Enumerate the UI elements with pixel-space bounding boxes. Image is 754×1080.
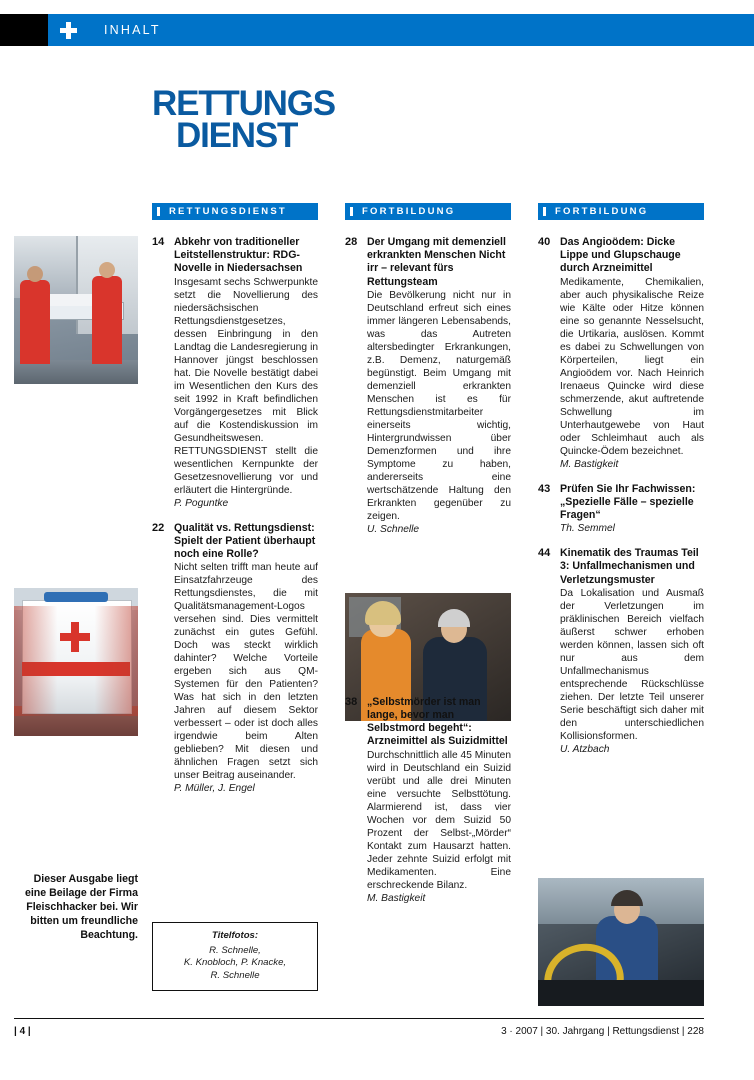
section-tick-icon (350, 207, 353, 216)
entry-body (560, 483, 704, 536)
masthead-line-1: RETTUNGS (152, 84, 335, 123)
entry-author: U. Schnelle (367, 523, 420, 535)
toc-column-1 (152, 236, 318, 807)
footer-issue-info: 3 · 2007 | 30. Jahrgang | Rettungsdienst | 228 (501, 1026, 704, 1037)
entry-text: Nicht selten trifft man heute auf Einsatzfahrzeuge des Rettungsdienstes, die mit Qualitätsmanagement-Logos versehen sind. Dies vermittelt zunächst ein gutes Gefühl. Doch was steckt wirklich dahinter? Welche Vorteile ergeben sich aus QM-Systemen für den Patienten? Was hat sich in den letzten Jahren auf diesem Sektor verbessert – oder ist doch alles irgendwie beim Alten geblieben? Mit diesen und ähnlichen Fragen setzt sich unser Beitrag auseinander. (174, 562, 318, 782)
photo1-medic-right (92, 276, 122, 364)
entry-body (367, 236, 511, 536)
toc-entry[interactable] (152, 236, 318, 510)
cover-photo-credits (152, 922, 318, 991)
cover-credits-line: K. Knobloch, P. Knacke, (183, 957, 287, 969)
masthead-line-2: DIENST (176, 116, 298, 155)
section-heading-label: FORTBILDUNG (555, 206, 649, 217)
masthead-logo (152, 84, 382, 156)
cover-credits-title: Titelfotos: (211, 930, 259, 941)
entry-text: Durchschnittlich alle 45 Minuten wird in Deutschland ein Suizid verübt und alle drei Minuten eine versuchte Selbsttötung. Alarmierend ist, dass vier Wochen vor dem Suizid 50 Prozent der Selbst-„Mörder“ Kontakt zum Hausarzt hatten. Jeder zehnte Suizid erfolgt mit Medikamenten. Eine erschreckende Bilanz. (367, 749, 511, 891)
entry-title: „Selbstmörder ist man lange, bevor man Selbstmord begeht“: Arzneimittel als Suizidmittel (367, 695, 508, 748)
section-heading-fortbildung-2 (538, 203, 704, 220)
entry-body (174, 522, 318, 796)
section-tick-icon (543, 207, 546, 216)
toc-entry[interactable] (152, 522, 318, 796)
entry-body (560, 547, 704, 756)
toc-entry[interactable] (538, 236, 704, 471)
entry-page-number: 22 (152, 521, 165, 534)
entry-author: M. Bastigkeit (560, 458, 619, 470)
entry-page-number: 28 (345, 236, 358, 248)
entry-text: Insgesamt sechs Schwerpunkte setzt die Novellierung des niedersächsischen Rettungsdienstgesetzes, dessen Einbringung in den Landtag die Landesregierung in Hannover jüngst beschlossen hat. Die Novelle bestätigt dabei im Wesentlichen den Kurs des seit 1992 in Kraft befindlichen Vorgängergesetzes mit Blick auf die Kostendiskussion im Gesundheitswesen. RETTUNGSDIENST stellt die wesentlichen Kernpunkte der Gesetzesnovellierung vor und erläutert die Hintergründe. (174, 276, 318, 496)
toc-entry[interactable] (538, 483, 704, 536)
entry-body (174, 236, 318, 510)
cover-credits-line: R. Schnelle, (209, 944, 261, 956)
entry-page-number: 14 (152, 236, 165, 248)
masthead-slash-mark (335, 120, 349, 150)
cross-icon (60, 22, 77, 39)
entry-author: M. Bastigkeit (367, 892, 426, 904)
section-heading-label: RETTUNGSDIENST (169, 206, 287, 217)
entry-author: Th. Semmel (560, 523, 615, 535)
entry-title: Qualität vs. Rettungsdienst: Spielt der Patient überhaupt noch eine Rolle? (174, 521, 316, 561)
entry-author: U. Atzbach (560, 743, 610, 755)
section-heading-label: FORTBILDUNG (362, 206, 456, 217)
entry-body (560, 236, 704, 471)
photo-driver-cab (538, 878, 704, 1006)
entry-author: P. Müller, J. Engel (174, 783, 255, 795)
page-header (0, 14, 754, 46)
entry-page-number: 44 (538, 547, 551, 560)
footer-page-number: | 4 | (14, 1026, 31, 1037)
entry-author: P. Poguntke (174, 497, 229, 509)
entry-title: Der Umgang mit demenziell erkrankten Menschen Nicht irr – relevant fürs Rettungsteam (367, 236, 506, 288)
photo-ambulance-loading (14, 236, 138, 384)
photo-ambulance-rear (14, 588, 138, 736)
photo2-motion-blur (14, 606, 138, 716)
toc-column-2 (345, 236, 511, 917)
footer-divider (14, 1018, 704, 1019)
header-black-block (0, 14, 48, 46)
entry-text: Medikamente, Chemikalien, aber auch physikalische Reize wie Kälte oder Hitze können eine so genannte Nesselsucht, die Urtikaria, auslösen. Kommt es dabei zu Schwellungen von Körperteilen, liegt ein Angioödem vor. Nach Heinrich Irenaeus Quincke wird diese schmerzende, akut auftretende Schwellung im Unterhautgewebe von Haut oder Schleimhaut auch als Quincke-Ödem bezeichnet. (560, 276, 704, 457)
section-tick-icon (157, 207, 160, 216)
entry-page-number: 40 (538, 236, 551, 248)
entry-title: Das Angioödem: Dicke Lippe und Glupschauge durch Arzneimittel (560, 236, 681, 275)
section-heading-fortbildung-1 (345, 203, 511, 220)
toc-entry[interactable] (538, 547, 704, 756)
cover-credits-line: R. Schnelle (210, 969, 260, 981)
photo4-dashboard (538, 980, 704, 1006)
header-title: INHALT (104, 23, 161, 37)
entry-text: Da Lokalisation und Ausmaß der Verletzungen im präklinischen Bereich vielfach äußerst schwer erhoben werden können, lassen sich oft nur aus dem Unfallmechanismus entsprechende Rückschlüsse ziehen. Der letzte Teil unserer Serie beschäftigt sich daher mit den unterschiedlichen Kollisionsformen. (560, 587, 704, 742)
photo2-light-bar (44, 592, 108, 602)
entry-body (367, 696, 511, 905)
column2-photo-spacer (345, 548, 511, 696)
entry-title: Prüfen Sie Ihr Fachwissen: „Spezielle Fälle – spezielle Fragen“ (560, 482, 696, 522)
toc-entry[interactable] (345, 696, 511, 905)
entry-title: Kinematik des Traumas Teil 3: Unfallmechanismen und Verletzungsmuster (560, 547, 699, 586)
section-heading-rettungsdienst (152, 203, 318, 220)
entry-page-number: 43 (538, 482, 551, 495)
toc-column-3 (538, 236, 704, 768)
toc-entry[interactable] (345, 236, 511, 536)
insert-notice: Dieser Ausgabe liegt eine Beilage der Firma Fleischhacker bei. Wir bitten um freundliche Beachtung. (24, 873, 138, 941)
entry-title: Abkehr von traditioneller Leitstellenstruktur: RDG-Novelle in Niedersachsen (174, 236, 303, 275)
entry-text: Die Bevölkerung nicht nur in Deutschland erfreut sich eines immer längeren Lebensabends, was das Autreten altersbedingter Erkrankungen, z.B. Demenz, naturgemäß begünstigt. Beim Umgang mit demenziell erkrankten Menschen ist es für Rettungsdienstmitarbeiter einerseits wichtig, Hintergrundwissen über Demenzformen und ihre Symptome zu haben, andererseits eine wertschätzende Haltung den Erkrankten gegenüber zu zeigen. (367, 289, 511, 522)
photo1-medic-left (20, 280, 50, 364)
entry-page-number: 38 (345, 695, 358, 708)
